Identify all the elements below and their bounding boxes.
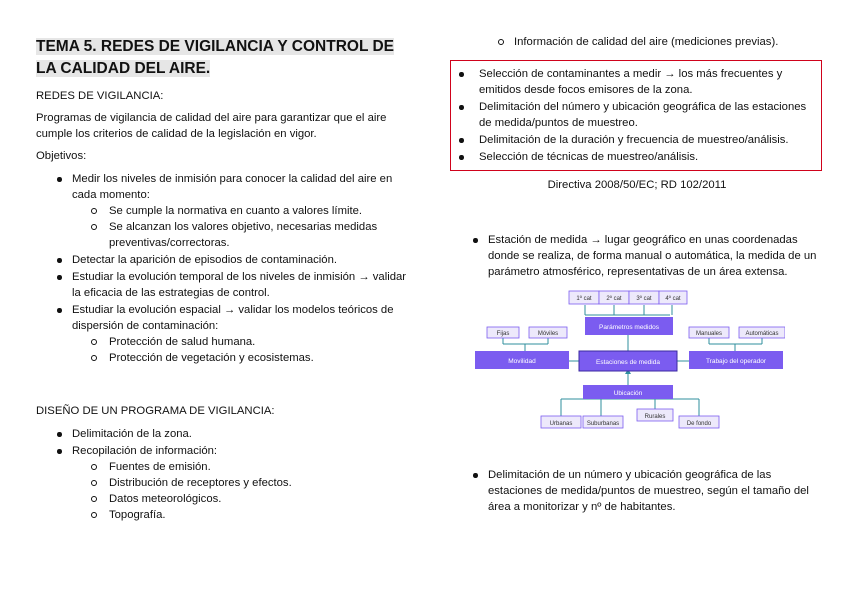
list-item: Delimitación del número y ubicación geográfica de las estaciones de medida/puntos de muestreo.: [451, 99, 813, 131]
param-label: 4º cat: [665, 296, 681, 302]
trabajo-label: Trabajo del operador: [705, 358, 767, 365]
list-item: Se alcanzan los valores objetivo, necesarias medidas preventivas/correctoras.: [36, 219, 408, 251]
list-item: Estación de medida → lugar geográfico en unas coordenadas donde se realiza, de forma manual o automática, la medida de un parámetro atmosférico, representativas de un área extensa.: [452, 232, 822, 280]
param-category-boxes: [569, 291, 687, 304]
left-column: [36, 36, 408, 524]
ubic-label: Rurales: [644, 414, 666, 420]
stations-diagram: [473, 289, 785, 435]
right-column: [452, 34, 822, 516]
param-label: 1º cat: [576, 296, 592, 302]
param-label: 2º cat: [606, 296, 622, 302]
list-item: Recopilación de información: Fuentes de emisión. Distribución de receptores y efectos. Datos meteorológicos. Topografía.: [36, 443, 408, 523]
page-title: TEMA 5. REDES DE VIGILANCIA Y CONTROL DE LA CALIDAD DEL AIRE.: [36, 38, 394, 77]
highlight-box: [450, 60, 822, 171]
list-item: Topografía.: [36, 507, 408, 523]
ubic-label: De fondo: [686, 421, 712, 427]
info-sublist: [452, 34, 822, 50]
objectives-label: Objetivos:: [36, 150, 87, 162]
list-item: Distribución de receptores y efectos.: [36, 475, 408, 491]
section-heading-redes: REDES DE VIGILANCIA:: [36, 90, 164, 102]
list-item: Selección de contaminantes a medir → los más frecuentes y emitidos desde focos emisores de la zona.: [451, 66, 813, 98]
directive-citation: Directiva 2008/50/EC; RD 102/2011: [547, 179, 727, 191]
list-item: Se cumple la normativa en cuanto a valores límite.: [36, 203, 408, 219]
ubicacion-label: Ubicación: [613, 390, 643, 397]
list-item: Delimitación de la duración y frecuencia de muestreo/análisis.: [451, 132, 813, 148]
list-item: Protección de vegetación y ecosistemas.: [36, 350, 408, 366]
list-item: Estudiar la evolución temporal de los niveles de inmisión → validar la eficacia de las estrategias de control.: [36, 269, 408, 301]
list-item: Protección de salud humana.: [36, 334, 408, 350]
list-item: Estudiar la evolución espacial → validar los modelos teóricos de dispersión de contaminación: Protección de salud humana. Protección de vegetación y ecosistemas.: [36, 302, 408, 366]
ubicacion-boxes: [541, 409, 719, 428]
list-item: Detectar la aparición de episodios de contaminación.: [36, 252, 408, 268]
manuales-label: Manuales: [695, 331, 723, 337]
params-label: Parámetros medidos: [599, 324, 659, 331]
automaticas-label: Automáticas: [745, 331, 779, 337]
param-label: 3º cat: [636, 296, 652, 302]
list-item: Delimitación de un número y ubicación geográfica de las estaciones de medida/puntos de muestreo, según el tamaño del área a monitorizar y nº de habitantes.: [452, 467, 822, 515]
center-label: Estaciones de medida: [596, 359, 660, 366]
list-item: Datos meteorológicos.: [36, 491, 408, 507]
movilidad-label: Movilidad: [508, 358, 536, 365]
fijas-label: Fijas: [496, 331, 510, 337]
list-item: Medir los niveles de inmisión para conocer la calidad del aire en cada momento: Se cumple la normativa en cuanto a valores límite. Se alcanzan los valores objetivo, necesarias medidas preventivas/correctoras.: [36, 171, 408, 251]
list-item: Selección de técnicas de muestreo/análisis.: [451, 149, 813, 165]
moviles-label: Móviles: [537, 331, 559, 337]
ubic-label: Suburbanas: [586, 421, 620, 427]
list-item: Fuentes de emisión.: [36, 459, 408, 475]
list-item: Información de calidad del aire (mediciones previas).: [452, 34, 822, 50]
objectives-list: [36, 171, 408, 366]
section-heading-diseno: DISEÑO DE UN PROGRAMA DE VIGILANCIA:: [36, 405, 275, 417]
design-list: [36, 426, 408, 523]
ubic-label: Urbanas: [549, 421, 573, 427]
list-item: Delimitación de la zona.: [36, 426, 408, 442]
intro-paragraph: Programas de vigilancia de calidad del aire para garantizar que el aire cumple los criterios de calidad de la legislación en vigor.: [36, 112, 387, 140]
